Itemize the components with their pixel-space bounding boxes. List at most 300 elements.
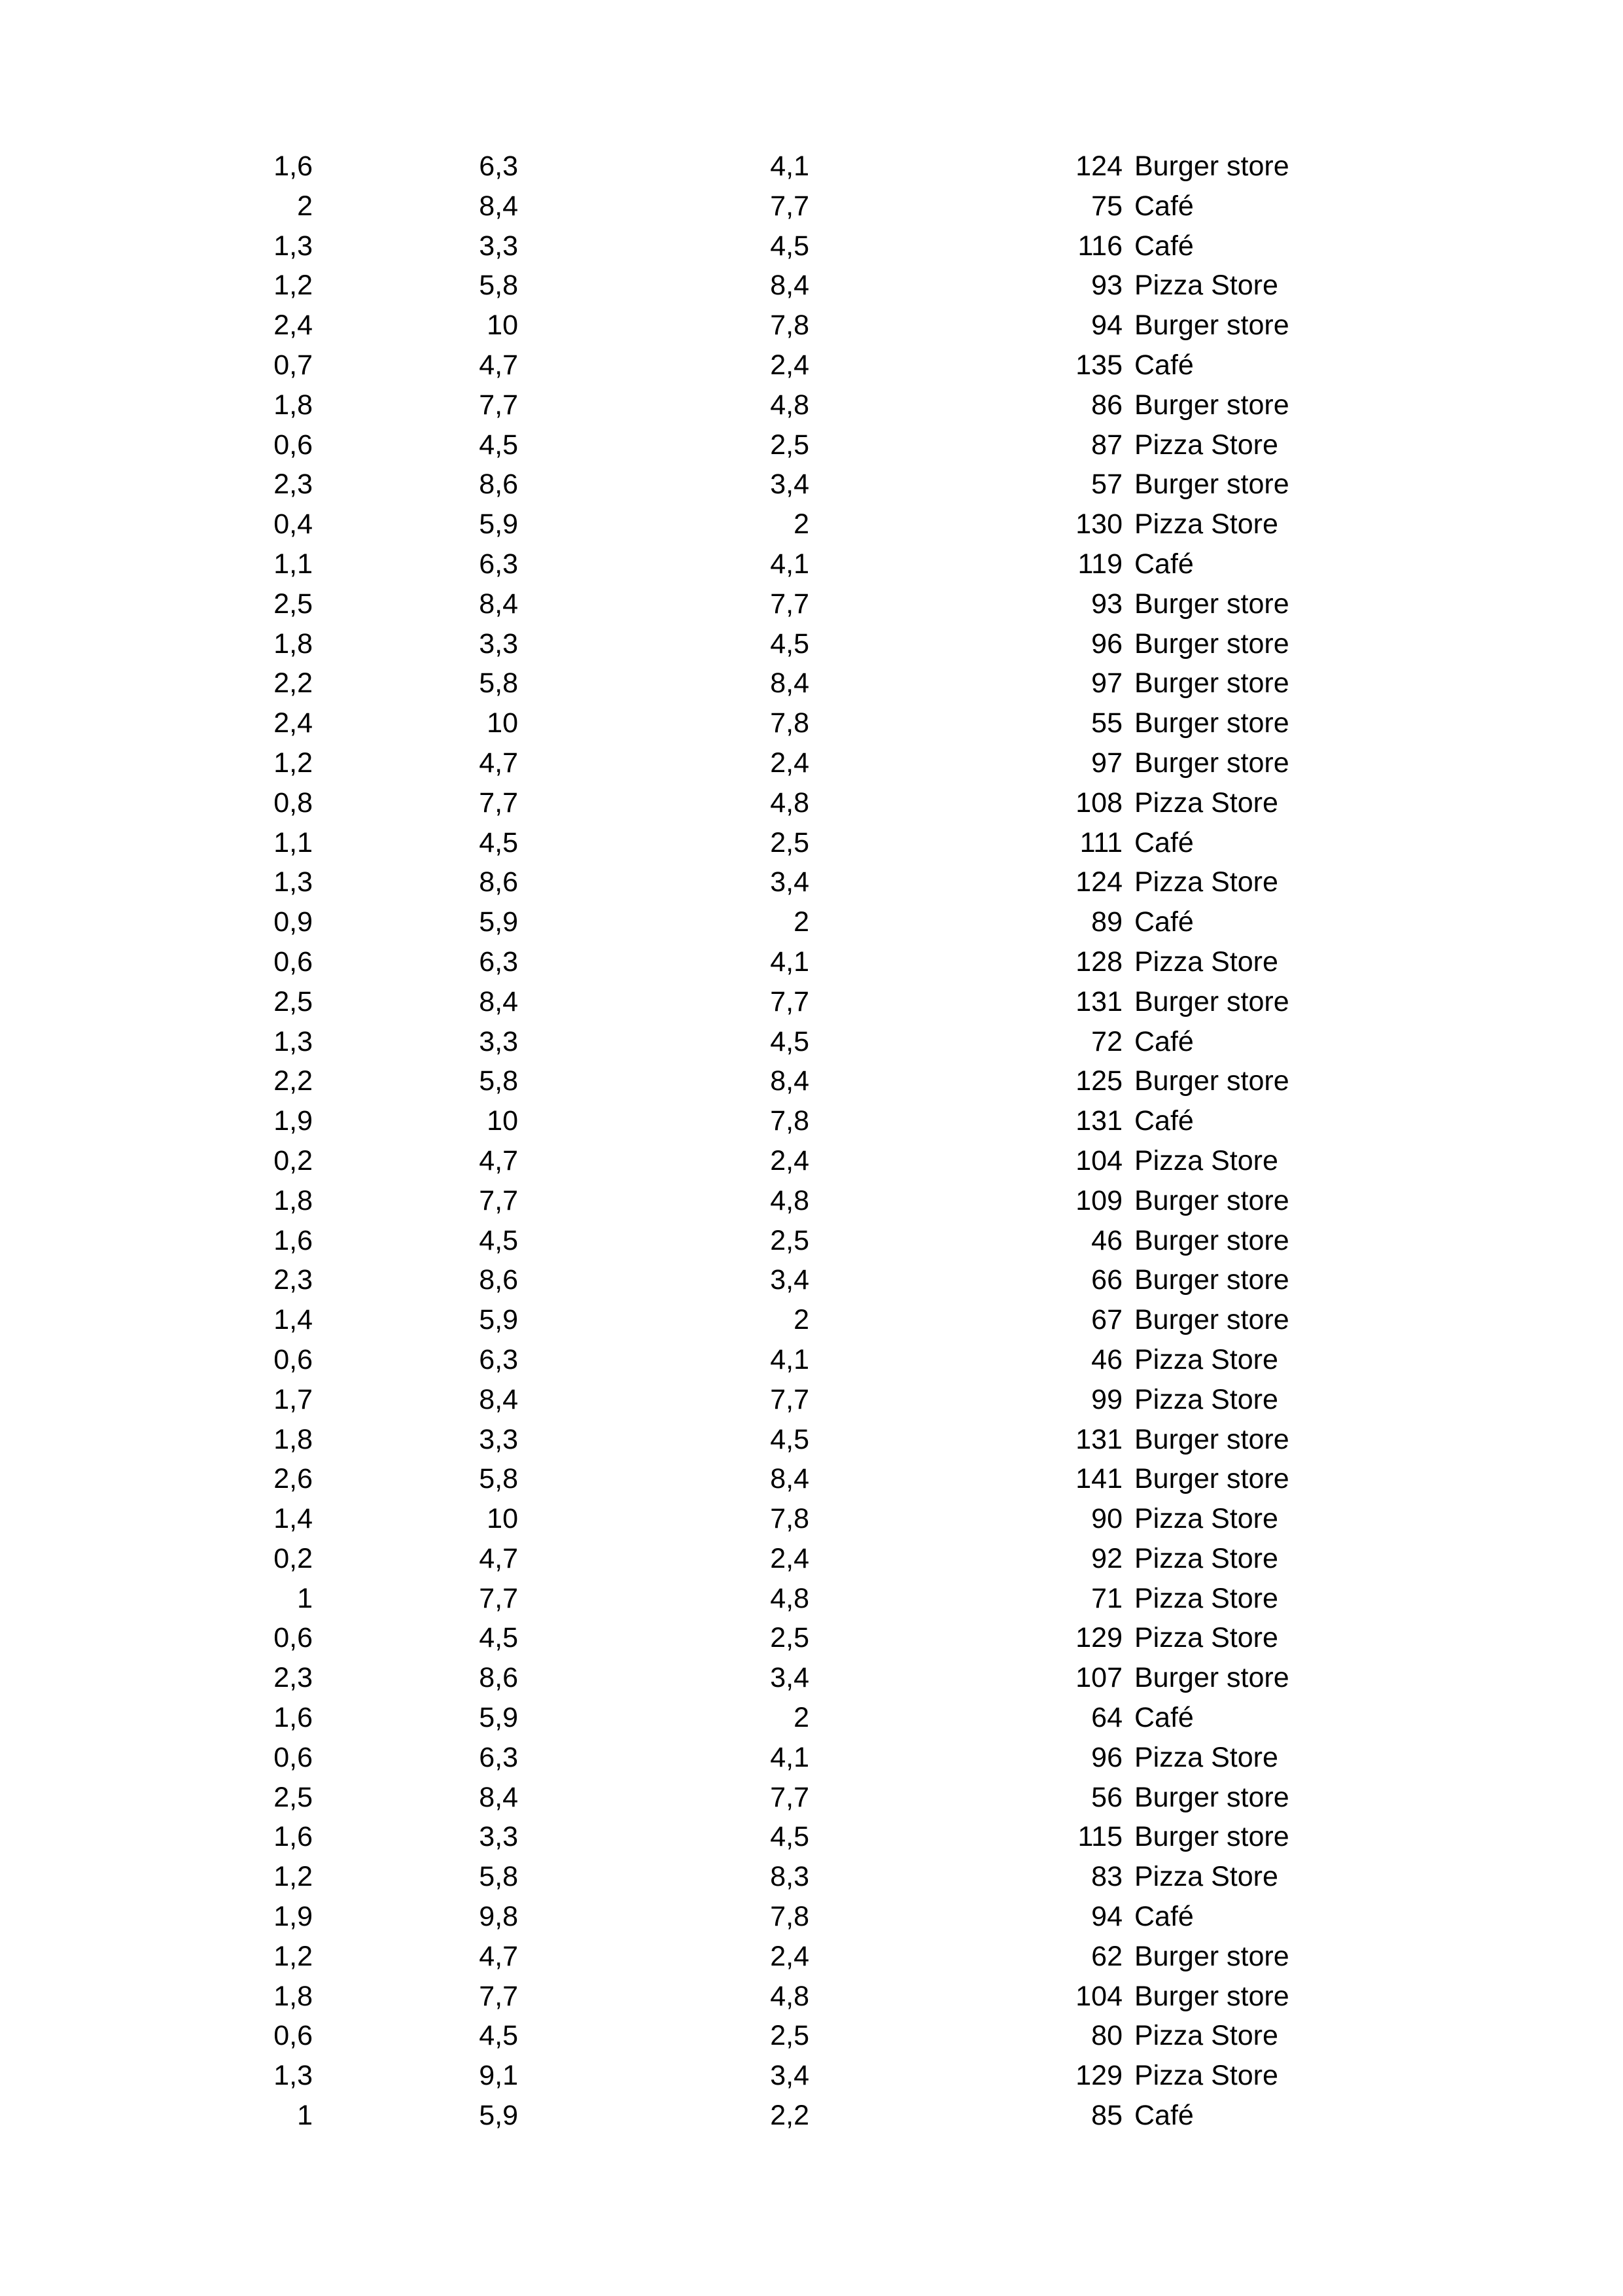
store-type-cell: Café bbox=[1134, 230, 1194, 262]
col-c-cell: 2 bbox=[794, 1304, 809, 1336]
table-row bbox=[0, 1817, 1623, 1857]
table-row bbox=[0, 584, 1623, 624]
col-c-cell: 2,4 bbox=[770, 747, 809, 779]
col-b-cell: 5,9 bbox=[479, 508, 518, 540]
store-type-cell: Burger store bbox=[1134, 747, 1289, 779]
table-row bbox=[0, 743, 1623, 783]
col-b-cell: 8,6 bbox=[479, 468, 518, 501]
store-type-cell: Burger store bbox=[1134, 588, 1289, 620]
table-row bbox=[0, 1260, 1623, 1300]
col-b-cell: 4,5 bbox=[479, 1622, 518, 1654]
store-type-cell: Pizza Store bbox=[1134, 1542, 1278, 1574]
count-cell: 96 bbox=[1091, 1741, 1123, 1773]
col-b-cell: 9,1 bbox=[479, 2060, 518, 2092]
col-c-cell: 7,8 bbox=[770, 1105, 809, 1137]
count-cell: 62 bbox=[1091, 1940, 1123, 1972]
col-a-cell: 0,6 bbox=[273, 1741, 313, 1773]
col-b-cell: 5,8 bbox=[479, 1861, 518, 1893]
col-a-cell: 2,4 bbox=[273, 309, 313, 342]
count-cell: 124 bbox=[1075, 866, 1123, 898]
count-cell: 108 bbox=[1075, 786, 1123, 819]
store-type-cell: Burger store bbox=[1134, 389, 1289, 421]
col-a-cell: 1,4 bbox=[273, 1503, 313, 1535]
col-c-cell: 4,1 bbox=[770, 945, 809, 978]
table-row bbox=[0, 942, 1623, 982]
col-c-cell: 4,5 bbox=[770, 627, 809, 660]
count-cell: 80 bbox=[1091, 2020, 1123, 2052]
col-b-cell: 8,4 bbox=[479, 190, 518, 222]
store-type-cell: Burger store bbox=[1134, 1781, 1289, 1813]
table-row bbox=[0, 385, 1623, 425]
col-b-cell: 8,4 bbox=[479, 1383, 518, 1415]
table-row bbox=[0, 1420, 1623, 1460]
count-cell: 86 bbox=[1091, 389, 1123, 421]
col-a-cell: 1,2 bbox=[273, 747, 313, 779]
store-type-cell: Pizza Store bbox=[1134, 1503, 1278, 1535]
col-c-cell: 2,5 bbox=[770, 1224, 809, 1256]
table-row bbox=[0, 783, 1623, 823]
table-row bbox=[0, 1022, 1623, 1062]
store-type-cell: Pizza Store bbox=[1134, 2020, 1278, 2052]
col-b-cell: 4,7 bbox=[479, 1940, 518, 1972]
col-a-cell: 0,6 bbox=[273, 1622, 313, 1654]
count-cell: 131 bbox=[1075, 1105, 1123, 1137]
col-c-cell: 2,4 bbox=[770, 349, 809, 381]
table-row bbox=[0, 1061, 1623, 1101]
col-b-cell: 4,5 bbox=[479, 826, 518, 858]
count-cell: 46 bbox=[1091, 1224, 1123, 1256]
table-row bbox=[0, 345, 1623, 385]
col-c-cell: 2,4 bbox=[770, 1542, 809, 1574]
count-cell: 124 bbox=[1075, 150, 1123, 182]
col-c-cell: 7,7 bbox=[770, 588, 809, 620]
table-row bbox=[0, 1101, 1623, 1141]
col-a-cell: 2,3 bbox=[273, 1662, 313, 1694]
col-a-cell: 2,4 bbox=[273, 707, 313, 739]
table-row bbox=[0, 902, 1623, 942]
col-c-cell: 4,5 bbox=[770, 230, 809, 262]
store-type-cell: Burger store bbox=[1134, 707, 1289, 739]
count-cell: 87 bbox=[1091, 429, 1123, 461]
col-a-cell: 0,2 bbox=[273, 1542, 313, 1574]
col-c-cell: 7,8 bbox=[770, 707, 809, 739]
table-row bbox=[0, 147, 1623, 186]
store-type-cell: Pizza Store bbox=[1134, 1582, 1278, 1614]
table-row bbox=[0, 1857, 1623, 1897]
col-c-cell: 4,1 bbox=[770, 1741, 809, 1773]
count-cell: 128 bbox=[1075, 945, 1123, 978]
count-cell: 89 bbox=[1091, 906, 1123, 938]
col-c-cell: 2,4 bbox=[770, 1940, 809, 1972]
count-cell: 94 bbox=[1091, 309, 1123, 342]
col-b-cell: 6,3 bbox=[479, 1343, 518, 1375]
col-b-cell: 7,7 bbox=[479, 1582, 518, 1614]
col-c-cell: 7,8 bbox=[770, 1503, 809, 1535]
col-a-cell: 0,6 bbox=[273, 1343, 313, 1375]
store-type-cell: Burger store bbox=[1134, 1423, 1289, 1455]
col-b-cell: 7,7 bbox=[479, 786, 518, 819]
table-row bbox=[0, 1221, 1623, 1261]
store-type-cell: Burger store bbox=[1134, 1821, 1289, 1853]
count-cell: 104 bbox=[1075, 1980, 1123, 2012]
table-row bbox=[0, 186, 1623, 226]
store-type-cell: Café bbox=[1134, 548, 1194, 580]
col-b-cell: 8,6 bbox=[479, 1264, 518, 1296]
table-row bbox=[0, 703, 1623, 743]
store-type-cell: Pizza Store bbox=[1134, 786, 1278, 819]
table-row bbox=[0, 504, 1623, 544]
store-type-cell: Pizza Store bbox=[1134, 2060, 1278, 2092]
col-b-cell: 8,4 bbox=[479, 588, 518, 620]
table-row bbox=[0, 544, 1623, 584]
col-c-cell: 2,5 bbox=[770, 1622, 809, 1654]
count-cell: 97 bbox=[1091, 747, 1123, 779]
col-a-cell: 2 bbox=[297, 190, 313, 222]
col-a-cell: 0,6 bbox=[273, 2020, 313, 2052]
col-c-cell: 7,7 bbox=[770, 1383, 809, 1415]
col-b-cell: 6,3 bbox=[479, 945, 518, 978]
count-cell: 131 bbox=[1075, 1423, 1123, 1455]
count-cell: 90 bbox=[1091, 1503, 1123, 1535]
col-c-cell: 3,4 bbox=[770, 468, 809, 501]
col-b-cell: 3,3 bbox=[479, 1025, 518, 1057]
col-a-cell: 1,2 bbox=[273, 1940, 313, 1972]
table-row bbox=[0, 1579, 1623, 1619]
col-b-cell: 6,3 bbox=[479, 150, 518, 182]
table-row bbox=[0, 1897, 1623, 1937]
col-b-cell: 10 bbox=[487, 1503, 518, 1535]
col-a-cell: 1,6 bbox=[273, 1224, 313, 1256]
col-b-cell: 6,3 bbox=[479, 1741, 518, 1773]
col-a-cell: 1,3 bbox=[273, 1025, 313, 1057]
col-a-cell: 0,2 bbox=[273, 1144, 313, 1176]
table-row bbox=[0, 1658, 1623, 1698]
table-row bbox=[0, 1977, 1623, 2017]
count-cell: 83 bbox=[1091, 1861, 1123, 1893]
table-row bbox=[0, 425, 1623, 465]
store-type-cell: Burger store bbox=[1134, 627, 1289, 660]
store-type-cell: Burger store bbox=[1134, 1184, 1289, 1216]
col-a-cell: 1,1 bbox=[273, 548, 313, 580]
store-type-cell: Burger store bbox=[1134, 1980, 1289, 2012]
count-cell: 75 bbox=[1091, 190, 1123, 222]
store-type-cell: Café bbox=[1134, 190, 1194, 222]
col-b-cell: 7,7 bbox=[479, 389, 518, 421]
col-a-cell: 1,2 bbox=[273, 1861, 313, 1893]
col-a-cell: 2,3 bbox=[273, 1264, 313, 1296]
col-a-cell: 1,6 bbox=[273, 1821, 313, 1853]
col-b-cell: 3,3 bbox=[479, 1821, 518, 1853]
col-c-cell: 3,4 bbox=[770, 2060, 809, 2092]
count-cell: 55 bbox=[1091, 707, 1123, 739]
count-cell: 116 bbox=[1077, 230, 1123, 262]
col-a-cell: 1,8 bbox=[273, 1184, 313, 1216]
table-row bbox=[0, 862, 1623, 902]
table-row bbox=[0, 465, 1623, 504]
col-a-cell: 1,8 bbox=[273, 1980, 313, 2012]
table-row bbox=[0, 1459, 1623, 1499]
count-cell: 107 bbox=[1075, 1662, 1123, 1694]
count-cell: 104 bbox=[1075, 1144, 1123, 1176]
data-table bbox=[0, 147, 1623, 2136]
col-a-cell: 1,1 bbox=[273, 826, 313, 858]
col-c-cell: 2,5 bbox=[770, 2020, 809, 2052]
store-type-cell: Café bbox=[1134, 1702, 1194, 1734]
col-b-cell: 4,7 bbox=[479, 1144, 518, 1176]
col-a-cell: 2,6 bbox=[273, 1463, 313, 1495]
col-c-cell: 7,7 bbox=[770, 190, 809, 222]
store-type-cell: Café bbox=[1134, 1025, 1194, 1057]
table-row bbox=[0, 663, 1623, 703]
col-b-cell: 10 bbox=[487, 707, 518, 739]
col-a-cell: 1,3 bbox=[273, 866, 313, 898]
col-a-cell: 1,8 bbox=[273, 1423, 313, 1455]
count-cell: 85 bbox=[1091, 2100, 1123, 2132]
table-row bbox=[0, 1618, 1623, 1658]
store-type-cell: Pizza Store bbox=[1134, 1741, 1278, 1773]
store-type-cell: Burger store bbox=[1134, 1304, 1289, 1336]
count-cell: 130 bbox=[1075, 508, 1123, 540]
count-cell: 92 bbox=[1091, 1542, 1123, 1574]
col-a-cell: 0,4 bbox=[273, 508, 313, 540]
count-cell: 135 bbox=[1075, 349, 1123, 381]
store-type-cell: Pizza Store bbox=[1134, 270, 1278, 302]
store-type-cell: Pizza Store bbox=[1134, 1144, 1278, 1176]
col-b-cell: 5,9 bbox=[479, 1304, 518, 1336]
store-type-cell: Burger store bbox=[1134, 1463, 1289, 1495]
col-b-cell: 5,9 bbox=[479, 1702, 518, 1734]
col-a-cell: 0,6 bbox=[273, 945, 313, 978]
count-cell: 109 bbox=[1075, 1184, 1123, 1216]
col-b-cell: 5,9 bbox=[479, 906, 518, 938]
table-row bbox=[0, 1499, 1623, 1539]
col-a-cell: 0,8 bbox=[273, 786, 313, 819]
count-cell: 64 bbox=[1091, 1702, 1123, 1734]
col-c-cell: 2 bbox=[794, 906, 809, 938]
table-row bbox=[0, 1141, 1623, 1181]
col-c-cell: 7,8 bbox=[770, 1901, 809, 1933]
col-c-cell: 2 bbox=[794, 1702, 809, 1734]
table-row bbox=[0, 266, 1623, 306]
col-c-cell: 8,4 bbox=[770, 1065, 809, 1097]
col-c-cell: 4,8 bbox=[770, 1184, 809, 1216]
count-cell: 99 bbox=[1091, 1383, 1123, 1415]
col-a-cell: 0,9 bbox=[273, 906, 313, 938]
col-b-cell: 4,7 bbox=[479, 1542, 518, 1574]
col-c-cell: 2,4 bbox=[770, 1144, 809, 1176]
col-a-cell: 2,5 bbox=[273, 588, 313, 620]
col-c-cell: 2,5 bbox=[770, 826, 809, 858]
store-type-cell: Café bbox=[1134, 1901, 1194, 1933]
col-b-cell: 8,6 bbox=[479, 866, 518, 898]
store-type-cell: Pizza Store bbox=[1134, 1343, 1278, 1375]
col-b-cell: 4,5 bbox=[479, 1224, 518, 1256]
col-c-cell: 3,4 bbox=[770, 1662, 809, 1694]
col-c-cell: 7,8 bbox=[770, 309, 809, 342]
count-cell: 56 bbox=[1091, 1781, 1123, 1813]
table-row bbox=[0, 823, 1623, 863]
table-row bbox=[0, 2096, 1623, 2136]
col-c-cell: 4,8 bbox=[770, 389, 809, 421]
col-b-cell: 4,7 bbox=[479, 349, 518, 381]
store-type-cell: Burger store bbox=[1134, 1264, 1289, 1296]
count-cell: 119 bbox=[1077, 548, 1123, 580]
col-c-cell: 2,2 bbox=[770, 2100, 809, 2132]
col-c-cell: 8,4 bbox=[770, 1463, 809, 1495]
col-a-cell: 1,7 bbox=[273, 1383, 313, 1415]
count-cell: 71 bbox=[1091, 1582, 1123, 1614]
col-c-cell: 4,8 bbox=[770, 786, 809, 819]
store-type-cell: Burger store bbox=[1134, 1940, 1289, 1972]
table-row bbox=[0, 2056, 1623, 2096]
count-cell: 67 bbox=[1091, 1304, 1123, 1336]
store-type-cell: Burger store bbox=[1134, 1662, 1289, 1694]
col-a-cell: 1,6 bbox=[273, 1702, 313, 1734]
store-type-cell: Pizza Store bbox=[1134, 1622, 1278, 1654]
store-type-cell: Café bbox=[1134, 826, 1194, 858]
count-cell: 111 bbox=[1079, 826, 1123, 858]
col-b-cell: 4,5 bbox=[479, 429, 518, 461]
store-type-cell: Burger store bbox=[1134, 667, 1289, 699]
col-a-cell: 1,4 bbox=[273, 1304, 313, 1336]
col-a-cell: 1,3 bbox=[273, 230, 313, 262]
table-row bbox=[0, 624, 1623, 664]
col-a-cell: 1,6 bbox=[273, 150, 313, 182]
table-row bbox=[0, 982, 1623, 1022]
col-a-cell: 2,2 bbox=[273, 1065, 313, 1097]
col-b-cell: 5,8 bbox=[479, 270, 518, 302]
col-b-cell: 7,7 bbox=[479, 1184, 518, 1216]
store-type-cell: Pizza Store bbox=[1134, 1861, 1278, 1893]
count-cell: 131 bbox=[1075, 985, 1123, 1017]
store-type-cell: Pizza Store bbox=[1134, 866, 1278, 898]
col-c-cell: 4,8 bbox=[770, 1980, 809, 2012]
col-a-cell: 1 bbox=[297, 1582, 313, 1614]
store-type-cell: Burger store bbox=[1134, 150, 1289, 182]
col-c-cell: 8,4 bbox=[770, 667, 809, 699]
count-cell: 96 bbox=[1091, 627, 1123, 660]
col-b-cell: 4,5 bbox=[479, 2020, 518, 2052]
col-b-cell: 8,4 bbox=[479, 985, 518, 1017]
col-c-cell: 7,7 bbox=[770, 985, 809, 1017]
col-b-cell: 6,3 bbox=[479, 548, 518, 580]
col-b-cell: 4,7 bbox=[479, 747, 518, 779]
col-c-cell: 4,5 bbox=[770, 1821, 809, 1853]
table-row bbox=[0, 1340, 1623, 1380]
store-type-cell: Café bbox=[1134, 1105, 1194, 1137]
store-type-cell: Pizza Store bbox=[1134, 508, 1278, 540]
col-a-cell: 2,3 bbox=[273, 468, 313, 501]
col-b-cell: 3,3 bbox=[479, 1423, 518, 1455]
col-b-cell: 10 bbox=[487, 309, 518, 342]
count-cell: 93 bbox=[1091, 588, 1123, 620]
store-type-cell: Pizza Store bbox=[1134, 1383, 1278, 1415]
store-type-cell: Café bbox=[1134, 906, 1194, 938]
col-c-cell: 4,1 bbox=[770, 1343, 809, 1375]
col-a-cell: 1,8 bbox=[273, 627, 313, 660]
table-row bbox=[0, 1181, 1623, 1221]
col-a-cell: 1,3 bbox=[273, 2060, 313, 2092]
store-type-cell: Burger store bbox=[1134, 309, 1289, 342]
col-b-cell: 3,3 bbox=[479, 230, 518, 262]
table-row bbox=[0, 2016, 1623, 2056]
col-a-cell: 1,9 bbox=[273, 1105, 313, 1137]
col-a-cell: 2,5 bbox=[273, 985, 313, 1017]
count-cell: 72 bbox=[1091, 1025, 1123, 1057]
store-type-cell: Burger store bbox=[1134, 985, 1289, 1017]
count-cell: 125 bbox=[1075, 1065, 1123, 1097]
col-c-cell: 3,4 bbox=[770, 866, 809, 898]
table-row bbox=[0, 1778, 1623, 1818]
col-a-cell: 0,6 bbox=[273, 429, 313, 461]
table-row bbox=[0, 1937, 1623, 1977]
col-b-cell: 5,9 bbox=[479, 2100, 518, 2132]
col-b-cell: 8,4 bbox=[479, 1781, 518, 1813]
col-b-cell: 5,8 bbox=[479, 1463, 518, 1495]
store-type-cell: Burger store bbox=[1134, 1224, 1289, 1256]
count-cell: 57 bbox=[1091, 468, 1123, 501]
col-c-cell: 3,4 bbox=[770, 1264, 809, 1296]
col-a-cell: 2,5 bbox=[273, 1781, 313, 1813]
store-type-cell: Pizza Store bbox=[1134, 945, 1278, 978]
table-row bbox=[0, 1300, 1623, 1340]
count-cell: 97 bbox=[1091, 667, 1123, 699]
col-c-cell: 7,7 bbox=[770, 1781, 809, 1813]
count-cell: 46 bbox=[1091, 1343, 1123, 1375]
col-c-cell: 4,1 bbox=[770, 150, 809, 182]
count-cell: 129 bbox=[1075, 1622, 1123, 1654]
table-row bbox=[0, 1539, 1623, 1579]
col-b-cell: 9,8 bbox=[479, 1901, 518, 1933]
col-a-cell: 1,9 bbox=[273, 1901, 313, 1933]
store-type-cell: Café bbox=[1134, 2100, 1194, 2132]
col-a-cell: 0,7 bbox=[273, 349, 313, 381]
count-cell: 129 bbox=[1075, 2060, 1123, 2092]
store-type-cell: Burger store bbox=[1134, 1065, 1289, 1097]
store-type-cell: Pizza Store bbox=[1134, 429, 1278, 461]
col-c-cell: 2,5 bbox=[770, 429, 809, 461]
store-type-cell: Burger store bbox=[1134, 468, 1289, 501]
col-a-cell: 1 bbox=[297, 2100, 313, 2132]
col-a-cell: 1,8 bbox=[273, 389, 313, 421]
table-row bbox=[0, 306, 1623, 345]
table-row bbox=[0, 1380, 1623, 1420]
col-c-cell: 4,1 bbox=[770, 548, 809, 580]
count-cell: 93 bbox=[1091, 270, 1123, 302]
col-c-cell: 4,8 bbox=[770, 1582, 809, 1614]
col-c-cell: 8,4 bbox=[770, 270, 809, 302]
col-c-cell: 4,5 bbox=[770, 1025, 809, 1057]
table-row bbox=[0, 1698, 1623, 1738]
col-a-cell: 2,2 bbox=[273, 667, 313, 699]
count-cell: 141 bbox=[1075, 1463, 1123, 1495]
col-b-cell: 8,6 bbox=[479, 1662, 518, 1694]
table-row bbox=[0, 226, 1623, 266]
col-b-cell: 5,8 bbox=[479, 1065, 518, 1097]
count-cell: 94 bbox=[1091, 1901, 1123, 1933]
col-c-cell: 4,5 bbox=[770, 1423, 809, 1455]
col-b-cell: 3,3 bbox=[479, 627, 518, 660]
count-cell: 66 bbox=[1091, 1264, 1123, 1296]
col-a-cell: 1,2 bbox=[273, 270, 313, 302]
col-b-cell: 5,8 bbox=[479, 667, 518, 699]
col-b-cell: 7,7 bbox=[479, 1980, 518, 2012]
col-c-cell: 2 bbox=[794, 508, 809, 540]
col-c-cell: 8,3 bbox=[770, 1861, 809, 1893]
store-type-cell: Café bbox=[1134, 349, 1194, 381]
table-row bbox=[0, 1738, 1623, 1778]
col-b-cell: 10 bbox=[487, 1105, 518, 1137]
